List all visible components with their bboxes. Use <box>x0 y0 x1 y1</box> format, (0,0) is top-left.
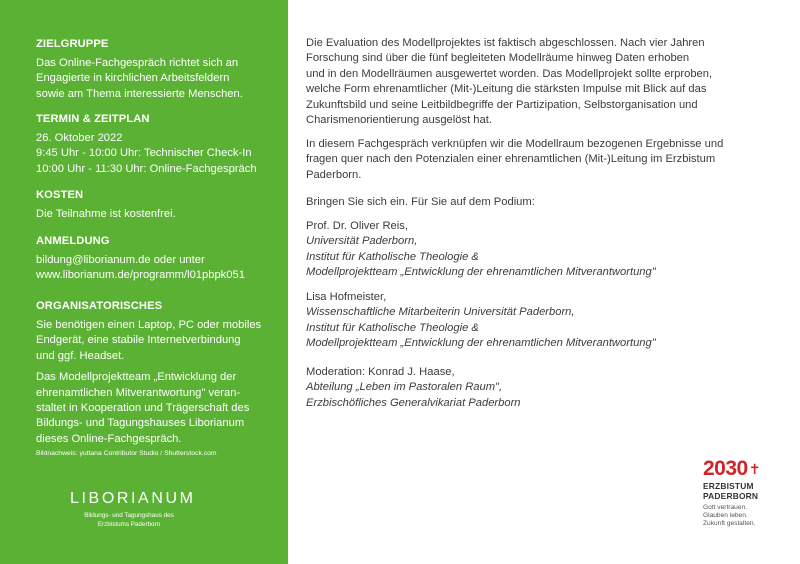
line: Die Teilnahme ist kostenfrei. <box>36 208 176 220</box>
cross-icon: ✝ <box>748 461 760 477</box>
info-sidebar <box>0 0 288 564</box>
line: Paderborn. <box>306 168 362 181</box>
liborianum-logo <box>70 490 196 529</box>
section-termin <box>36 112 272 177</box>
erzbistum-name <box>703 482 783 501</box>
line: Das Online-Fachgespräch richtet sich an <box>36 57 239 69</box>
line: dieses Online-Fachgespräch. <box>36 432 182 445</box>
line: Zukunftsbild und seine Leitbildbegriffe der Partizipation, Selbstorganisation und <box>306 98 698 111</box>
line: welche Form ehrenamtlicher (Mit-)Leitung die stärksten Impulse mit Blick auf das <box>306 83 707 96</box>
text-organisatorisches-2 <box>36 370 272 447</box>
line: Bildungs- und Tagungshauses Liborianum <box>36 417 245 430</box>
subtitle-line: Erzbistums Paderborn <box>97 520 161 528</box>
moderator-line: Abteilung „Leben im Pastoralen Raum", <box>306 381 503 394</box>
liborianum-wordmark: LIBORIANUM <box>70 490 196 507</box>
erzbistum-logo <box>703 458 783 528</box>
heading-anmeldung: ANMELDUNG <box>36 235 110 247</box>
heading-kosten: KOSTEN <box>36 189 84 201</box>
speaker-line: Wissenschaftliche Mitarbeiterin Universität Paderborn, <box>306 306 575 319</box>
line: Forschung sind über die fünf begleiteten Modellräume hinweg Daten erhoben <box>306 52 690 65</box>
speaker-line: Institut für Katholische Theologie & <box>306 321 479 334</box>
name-line: ERZBISTUM <box>703 481 754 491</box>
name-line: PADERBORN <box>703 490 759 501</box>
line: fragen quer nach den Potenzialen einer ehrenamtlichen (Mit-)Leitung im Erzbistum <box>306 153 716 166</box>
heading-zielgruppe: ZIELGRUPPE <box>36 38 109 50</box>
text-zielgruppe <box>36 56 272 102</box>
podium-intro <box>306 195 535 210</box>
text-kosten <box>36 207 272 222</box>
line: sowie am Thema interessierte Menschen. <box>36 87 243 100</box>
section-anmeldung <box>36 234 272 284</box>
speaker-reis <box>306 219 656 281</box>
line: 26. Oktober 2022 <box>36 132 123 144</box>
moderator-line: Erzbischöfliches Generalvikariat Paderborn <box>306 396 521 409</box>
section-organisatorisches <box>36 299 272 447</box>
line: und ggf. Headset. <box>36 349 125 362</box>
liborianum-subtitle <box>70 512 188 529</box>
subtitle-line: Bildungs- und Tagungshaus des <box>84 512 174 519</box>
tag-line: Gott vertrauen. <box>703 504 747 512</box>
tag-line: Zukunft gestalten. <box>703 520 756 528</box>
line: 9:45 Uhr - 10:00 Uhr: Technischer Check-In <box>36 147 252 160</box>
line: Charismenorientierung ausgelöst hat. <box>306 114 492 127</box>
program-url-link[interactable]: www.liborianum.de/programm/l01pbpk051 <box>36 269 245 282</box>
line: und in den Modellräumen ausgewertet worden. Das Modellprojekt sollte erproben, <box>306 67 713 80</box>
erzbistum-2030-mark <box>703 458 783 480</box>
erzbistum-tagline <box>703 504 783 528</box>
heading-organisatorisches: ORGANISATORISCHES <box>36 300 163 312</box>
line: ehrenamtlichen Mitverantwortung" veran- <box>36 386 241 399</box>
speaker-name: Prof. Dr. Oliver Reis, <box>306 220 408 232</box>
moderator-name: Moderation: Konrad J. Haase, <box>306 366 455 378</box>
line: In diesem Fachgespräch verknüpfen wir die Modellraum bezogenen Ergebnisse und <box>306 138 724 150</box>
line: Sie benötigen einen Laptop, PC oder mobiles <box>36 319 262 331</box>
podium-intro-text: Bringen Sie sich ein. Für Sie auf dem Podium: <box>306 196 535 208</box>
image-credit: Bildnachweis: yuttana Contributor Studio / Shutterstock.com <box>36 450 217 457</box>
line: staltet in Kooperation und Trägerschaft des <box>36 402 250 415</box>
email-link[interactable]: bildung@liborianum.de oder unter <box>36 254 205 266</box>
line: Endgerät, eine stabile Internetverbindung <box>36 334 241 347</box>
logo-number: 2030 <box>703 457 748 480</box>
tag-line: Glauben leben. <box>703 512 748 520</box>
line: Das Modellprojektteam „Entwicklung der <box>36 371 237 384</box>
speaker-line: Institut für Katholische Theologie & <box>306 250 479 263</box>
heading-termin: TERMIN & ZEITPLAN <box>36 113 150 125</box>
paragraph-evaluation <box>306 36 712 128</box>
line: Engagierte in kirchlichen Arbeitsfeldern <box>36 72 230 85</box>
text-termin <box>36 131 272 177</box>
text-organisatorisches <box>36 318 272 364</box>
speaker-hofmeister <box>306 290 656 352</box>
paragraph-fachgespraech <box>306 137 723 183</box>
speaker-line: Modellprojektteam „Entwicklung der ehrenamtlichen Mitverantwortung" <box>306 337 656 350</box>
line: 10:00 Uhr - 11:30 Uhr: Online-Fachgespräch <box>36 162 257 175</box>
speaker-name: Lisa Hofmeister, <box>306 291 387 303</box>
section-kosten <box>36 188 272 222</box>
speaker-line: Modellprojektteam „Entwicklung der ehrenamtlichen Mitverantwortung" <box>306 266 656 279</box>
speaker-line: Universität Paderborn, <box>306 235 418 248</box>
line: Die Evaluation des Modellprojektes ist faktisch abgeschlossen. Nach vier Jahren <box>306 37 705 49</box>
text-anmeldung <box>36 253 272 284</box>
moderation <box>306 365 521 411</box>
section-zielgruppe <box>36 37 272 102</box>
